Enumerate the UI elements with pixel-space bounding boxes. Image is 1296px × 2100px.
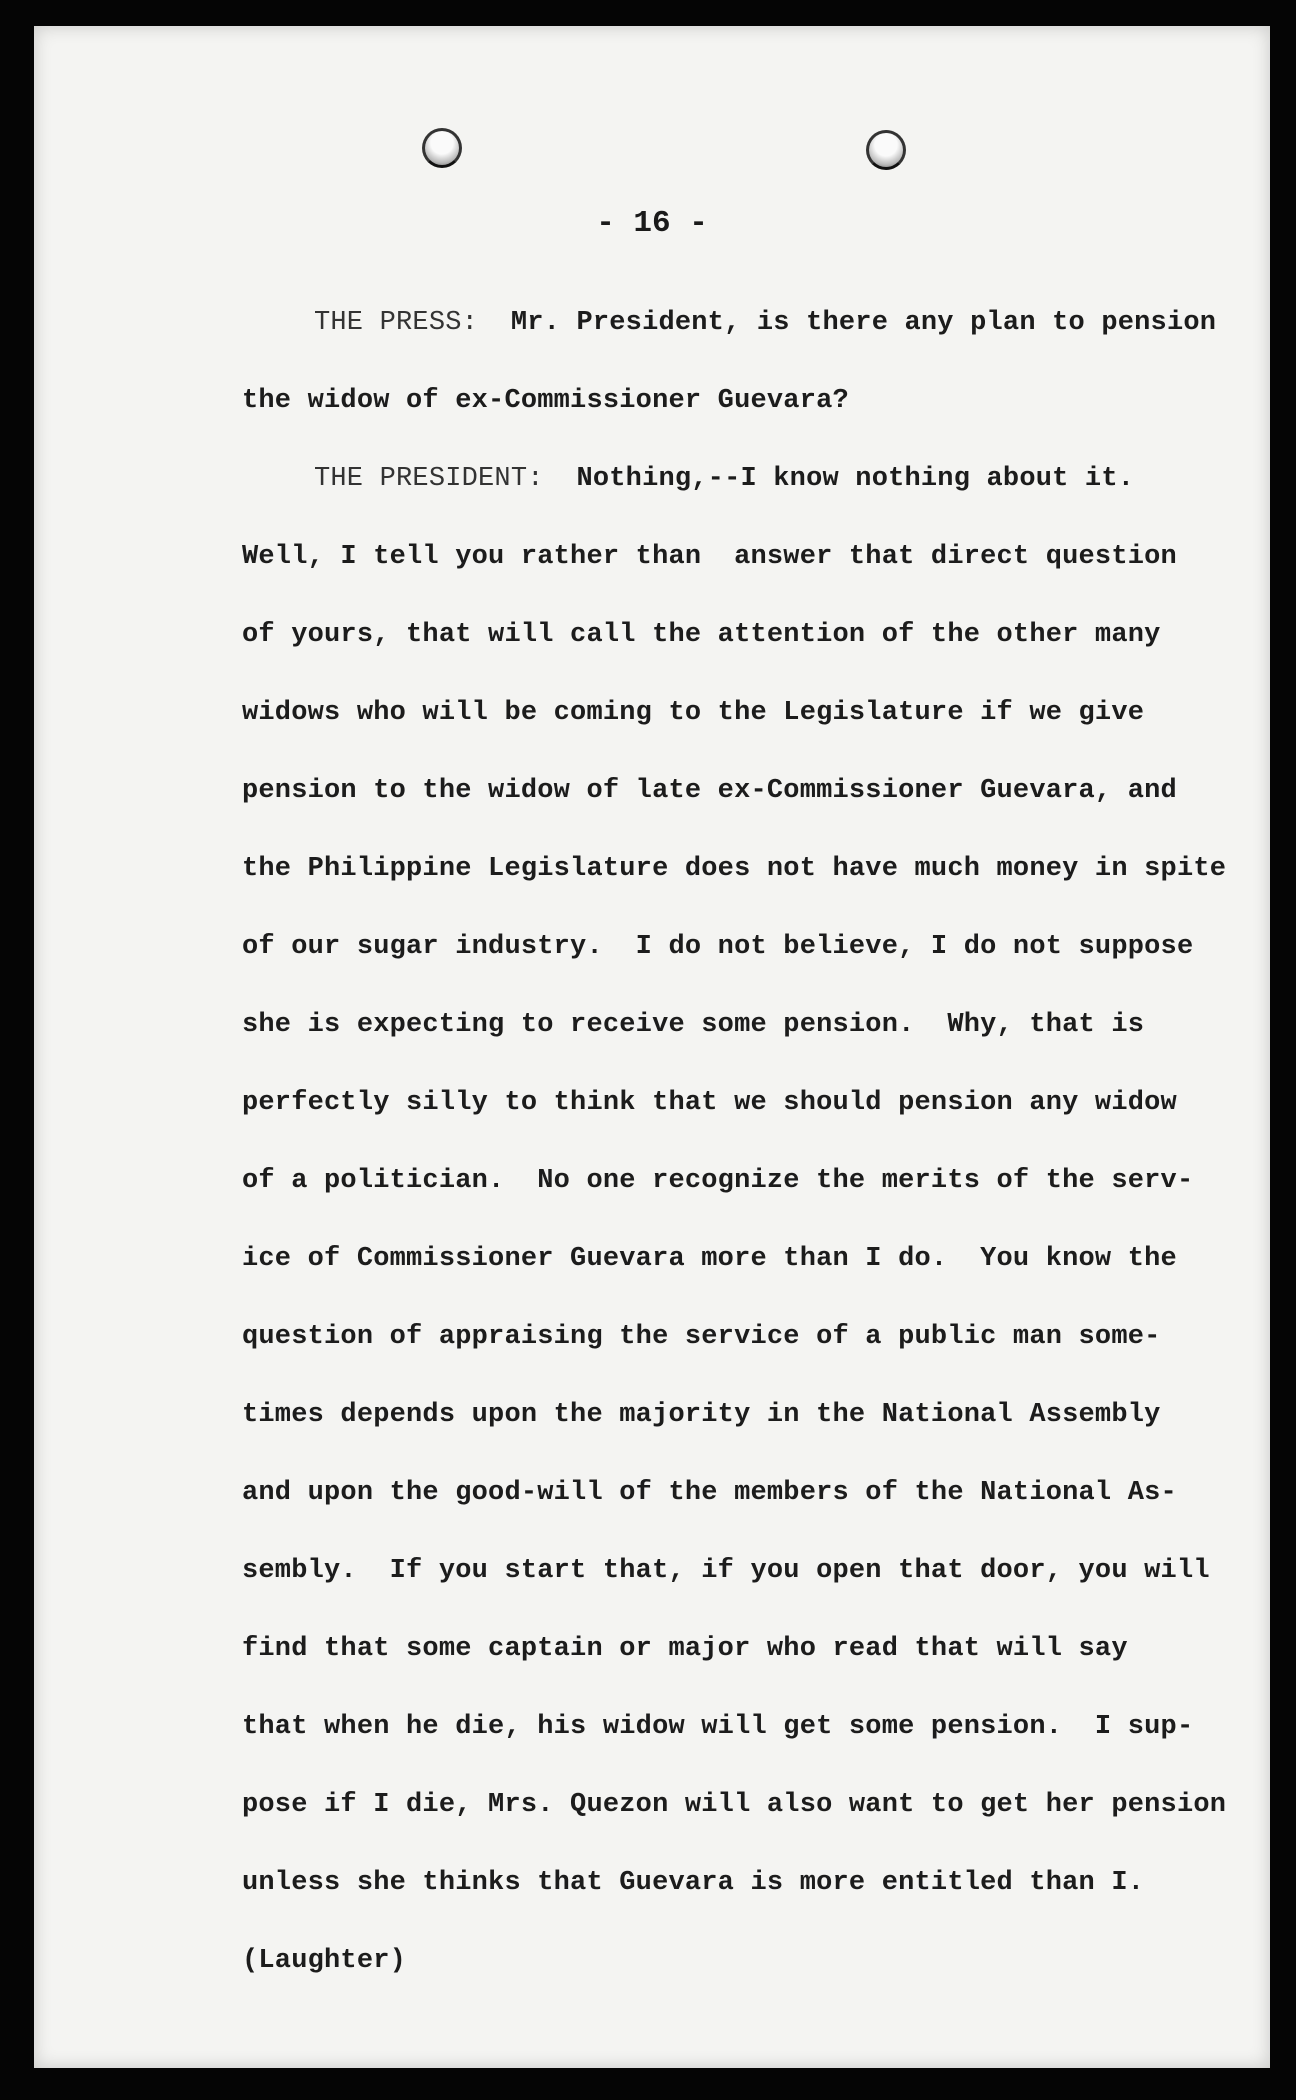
transcript-line <box>242 440 1222 518</box>
transcript-line: pension to the widow of late ex-Commissioner Guevara, and <box>242 776 1177 806</box>
punch-hole-right <box>866 130 906 170</box>
transcript-line: Well, I tell you rather than answer that direct question <box>242 542 1177 572</box>
transcript-line: times depends upon the majority in the National Assembly <box>242 1400 1161 1430</box>
transcript-line: sembly. If you start that, if you open that door, you will <box>242 1556 1210 1586</box>
transcript-line: (Laughter) <box>242 1946 407 1976</box>
speaker-label: THE PRESS: <box>314 308 479 338</box>
transcript-line: ice of Commissioner Guevara more than I do. You know the <box>242 1244 1177 1274</box>
transcript-line: she is expecting to receive some pension. Why, that is <box>242 1010 1145 1040</box>
transcript-line: perfectly silly to think that we should pension any widow <box>242 1088 1177 1118</box>
transcript-line: that when he die, his widow will get some pension. I sup- <box>242 1712 1194 1742</box>
document-page <box>34 26 1270 2068</box>
transcript-line: and upon the good-will of the members of the National As- <box>242 1478 1177 1508</box>
line-text: Nothing,--I know nothing about it. <box>576 464 1135 494</box>
speaker-label: THE PRESIDENT: <box>314 464 544 494</box>
transcript-line: question of appraising the service of a public man some- <box>242 1322 1161 1352</box>
transcript-line: widows who will be coming to the Legislature if we give <box>242 698 1145 728</box>
page-number: - 16 - <box>596 206 708 241</box>
transcript-line: of a politician. No one recognize the merits of the serv- <box>242 1166 1194 1196</box>
transcript-body <box>242 284 1227 2000</box>
transcript-line: pose if I die, Mrs. Quezon will also want to get her pension <box>242 1790 1227 1820</box>
transcript-line: the widow of ex-Commissioner Guevara? <box>242 386 849 416</box>
transcript-line: of our sugar industry. I do not believe, I do not suppose <box>242 932 1194 962</box>
punch-hole-left <box>422 128 462 168</box>
transcript-line: unless she thinks that Guevara is more entitled than I. <box>242 1868 1145 1898</box>
transcript-line <box>242 284 1222 362</box>
line-text: Mr. President, is there any plan to pension <box>510 308 1217 338</box>
transcript-line: the Philippine Legislature does not have much money in spite <box>242 854 1227 884</box>
transcript-line: find that some captain or major who read that will say <box>242 1634 1128 1664</box>
transcript-line: of yours, that will call the attention of the other many <box>242 620 1161 650</box>
